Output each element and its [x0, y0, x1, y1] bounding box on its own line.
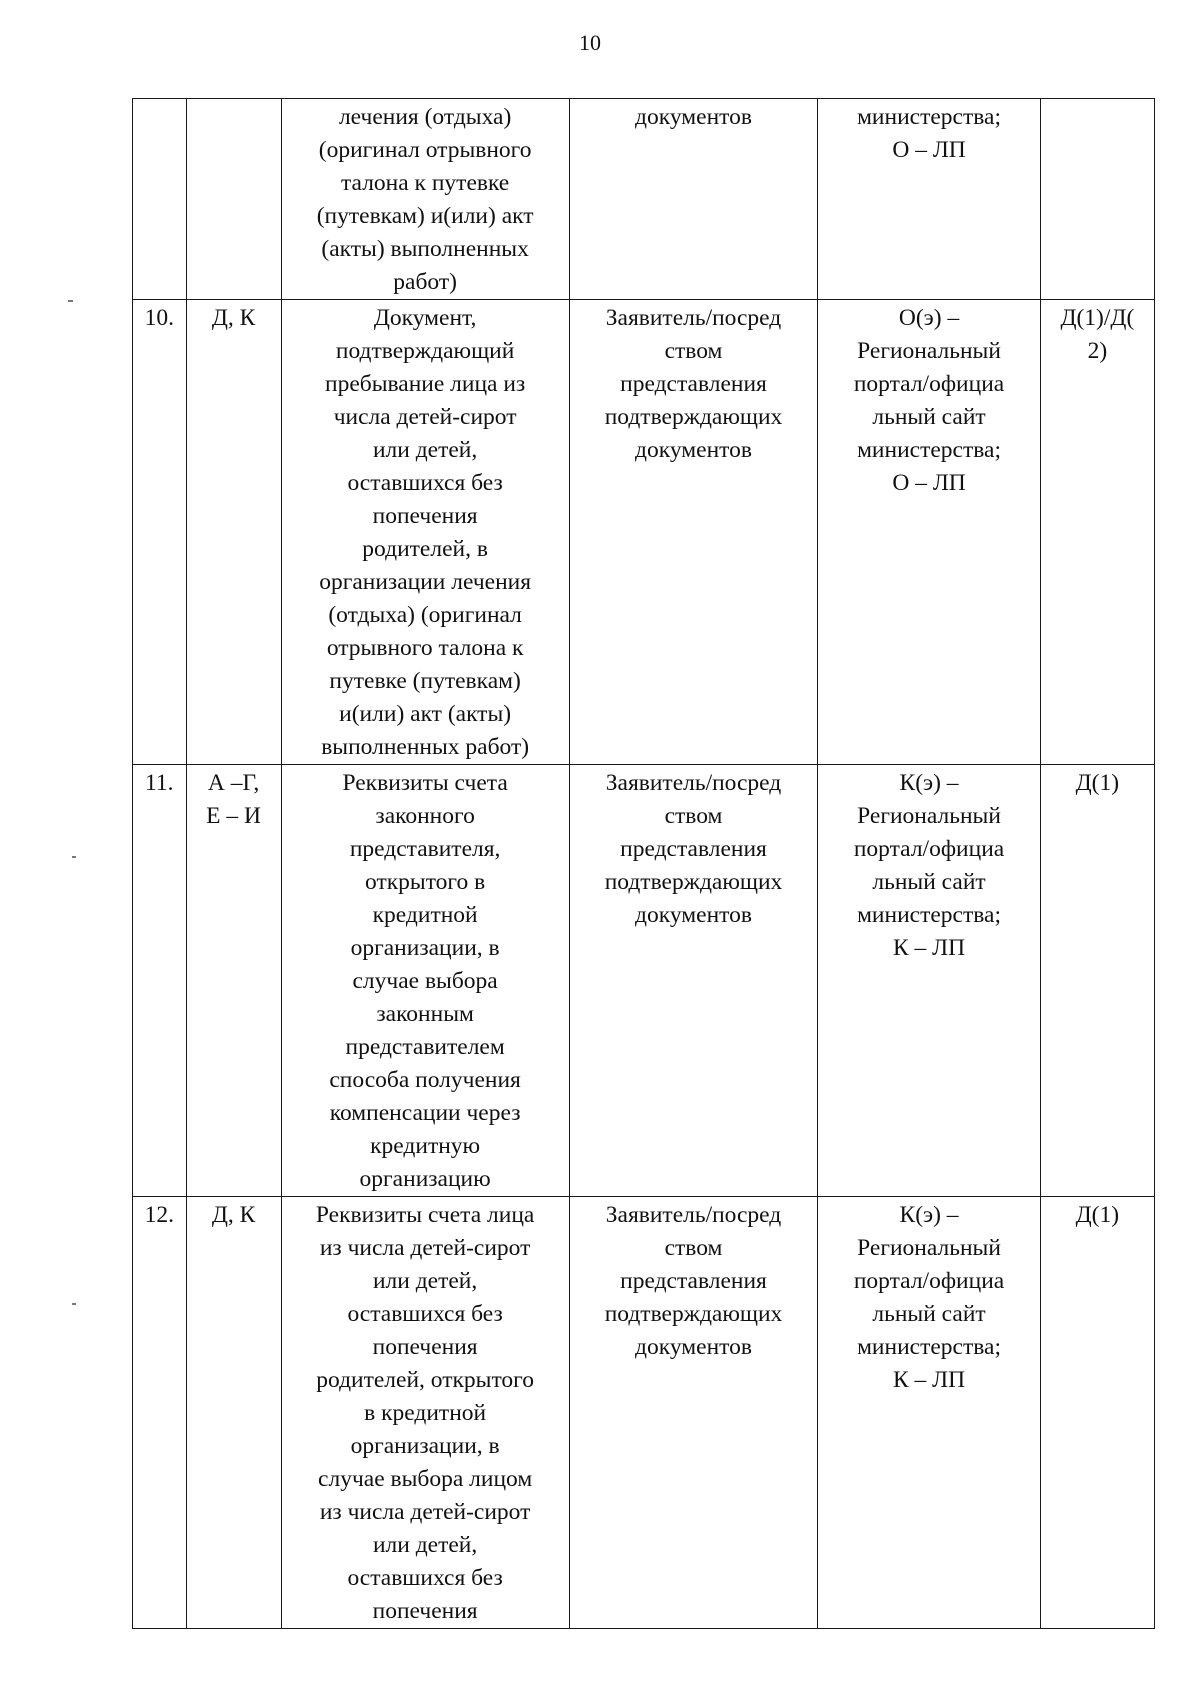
- method-line: портал/официа: [853, 1268, 1005, 1294]
- source-line: ством: [664, 1235, 723, 1261]
- method-line: портал/официа: [853, 371, 1005, 397]
- source-cell: [569, 1197, 818, 1629]
- row-number-cell: [133, 300, 187, 765]
- documents-table-body: [133, 99, 1155, 1629]
- document-line: или детей,: [372, 1532, 478, 1558]
- method-cell: [818, 765, 1040, 1197]
- source-line: ством: [664, 803, 723, 829]
- source-line: представления: [620, 836, 767, 862]
- document-line: оставшихся без: [347, 1565, 503, 1591]
- table-row: [133, 99, 1155, 300]
- document-cell: [281, 765, 569, 1197]
- document-line: кредитную: [370, 1133, 481, 1159]
- sort-cell: [1040, 1197, 1154, 1629]
- method-cell: [818, 1197, 1040, 1629]
- row-number-text: 11.: [145, 770, 174, 796]
- method-line: льный сайт: [872, 404, 986, 430]
- method-line: Региональный: [857, 1235, 1001, 1261]
- source-line: Заявитель/посред: [605, 305, 782, 331]
- source-line: документов: [635, 104, 752, 130]
- source-cell: [569, 765, 818, 1197]
- documents-table: [132, 98, 1155, 1629]
- method-line: О – ЛП: [892, 470, 966, 496]
- document-line: работ): [393, 269, 457, 295]
- source-line: представления: [620, 371, 767, 397]
- document-line: попечения: [372, 503, 478, 529]
- document-line: талона к путевке: [341, 170, 510, 196]
- document-line: организации лечения: [319, 569, 532, 595]
- source-cell: [569, 300, 818, 765]
- method-line: министерства;: [857, 902, 1001, 928]
- document-line: из числа детей-сирот: [319, 1499, 531, 1525]
- method-cell: [818, 300, 1040, 765]
- sort-cell: [1040, 765, 1154, 1197]
- source-line: документов: [635, 437, 752, 463]
- document-line: случае выбора: [352, 968, 498, 994]
- document-line: родителей, в: [362, 536, 488, 562]
- method-line: министерства;: [857, 104, 1001, 130]
- method-line: Региональный: [857, 338, 1001, 364]
- sort-cell: [1040, 300, 1154, 765]
- source-line: представления: [620, 1268, 767, 1294]
- source-line: Заявитель/посред: [605, 1202, 782, 1228]
- sort-cell: [1040, 99, 1154, 300]
- document-line: способа получения: [329, 1067, 521, 1093]
- source-line: ством: [664, 338, 723, 364]
- method-line: К(э) –: [899, 1202, 959, 1228]
- source-line: подтверждающих: [604, 1301, 783, 1327]
- sort-line: Д(1): [1075, 770, 1120, 796]
- category-cell: [186, 765, 281, 1197]
- row-number-cell: [133, 765, 187, 1197]
- document-line: и(или) акт (акты): [339, 701, 512, 727]
- document-line: организации, в: [350, 935, 500, 961]
- document-cell: [281, 99, 569, 300]
- document-line: пребывание лица из: [325, 371, 526, 397]
- document-line: организации, в: [350, 1433, 500, 1459]
- sort-line: Д(1): [1075, 1202, 1120, 1228]
- source-cell: [569, 99, 818, 300]
- document-line: законного: [375, 803, 475, 829]
- document-line: числа детей-сирот: [333, 404, 517, 430]
- source-line: Заявитель/посред: [605, 770, 782, 796]
- document-line: организацию: [359, 1166, 491, 1192]
- document-line: путевке (путевкам): [329, 668, 521, 694]
- source-line: подтверждающих: [604, 404, 783, 430]
- row-number-text: 10.: [144, 305, 174, 331]
- table-row: [133, 1197, 1155, 1629]
- document-line: компенсации через: [329, 1100, 521, 1126]
- source-line: подтверждающих: [604, 869, 783, 895]
- document-line: подтверждающий: [335, 338, 515, 364]
- document-line: попечения: [372, 1598, 478, 1624]
- category-line: Е – И: [206, 803, 261, 829]
- document-line: оставшихся без: [347, 1301, 503, 1327]
- document-line: законным: [376, 1001, 474, 1027]
- table-row: [133, 300, 1155, 765]
- method-line: К – ЛП: [892, 935, 966, 961]
- document-line: открытого в: [365, 869, 486, 895]
- row-number-cell: [133, 99, 187, 300]
- document-line: (оригинал отрывного: [318, 137, 532, 163]
- source-line: документов: [635, 902, 752, 928]
- category-cell: [186, 300, 281, 765]
- document-line: (акты) выполненных: [321, 236, 529, 262]
- document-line: из числа детей-сирот: [319, 1235, 531, 1261]
- category-cell: [186, 1197, 281, 1629]
- document-cell: [281, 300, 569, 765]
- document-line: лечения (отдыха): [338, 104, 512, 130]
- document-line: попечения: [372, 1334, 478, 1360]
- category-line: Д, К: [211, 305, 256, 331]
- method-line: льный сайт: [872, 869, 986, 895]
- document-line: или детей,: [372, 1268, 478, 1294]
- document-line: в кредитной: [364, 1400, 487, 1426]
- row-number-text: 12.: [144, 1202, 174, 1228]
- document-line: представителя,: [349, 836, 501, 862]
- document-line: Документ,: [373, 305, 477, 331]
- table-row: [133, 765, 1155, 1197]
- category-cell: [186, 99, 281, 300]
- document-line: отрывного талона к: [326, 635, 524, 661]
- sort-line: 2): [1087, 338, 1108, 364]
- method-line: О(э) –: [898, 305, 960, 331]
- method-line: Региональный: [857, 803, 1001, 829]
- document-line: Реквизиты счета: [342, 770, 508, 796]
- method-cell: [818, 99, 1040, 300]
- document-line: оставшихся без: [347, 470, 503, 496]
- document-line: выполненных работ): [321, 734, 530, 760]
- sort-line: Д(1)/Д(: [1060, 305, 1135, 331]
- method-line: министерства;: [857, 1334, 1001, 1360]
- document-line: (отдыха) (оригинал: [328, 602, 522, 628]
- category-line: А –Г,: [207, 770, 260, 796]
- document-line: представителем: [345, 1034, 505, 1060]
- source-line: документов: [635, 1334, 752, 1360]
- method-line: министерства;: [857, 437, 1001, 463]
- method-line: К(э) –: [899, 770, 959, 796]
- method-line: портал/официа: [853, 836, 1005, 862]
- document-line: или детей,: [372, 437, 478, 463]
- method-line: К – ЛП: [892, 1367, 966, 1393]
- document-cell: [281, 1197, 569, 1629]
- document-line: родителей, открытого: [316, 1367, 534, 1393]
- category-line: Д, К: [211, 1202, 256, 1228]
- row-number-cell: [133, 1197, 187, 1629]
- document-line: (путевкам) и(или) акт: [316, 203, 534, 229]
- method-line: льный сайт: [872, 1301, 986, 1327]
- method-line: О – ЛП: [892, 137, 966, 163]
- document-line: Реквизиты счета лица: [315, 1202, 535, 1228]
- document-line: кредитной: [372, 902, 478, 928]
- page-number: 10: [579, 30, 601, 55]
- document-line: случае выбора лицом: [318, 1466, 533, 1492]
